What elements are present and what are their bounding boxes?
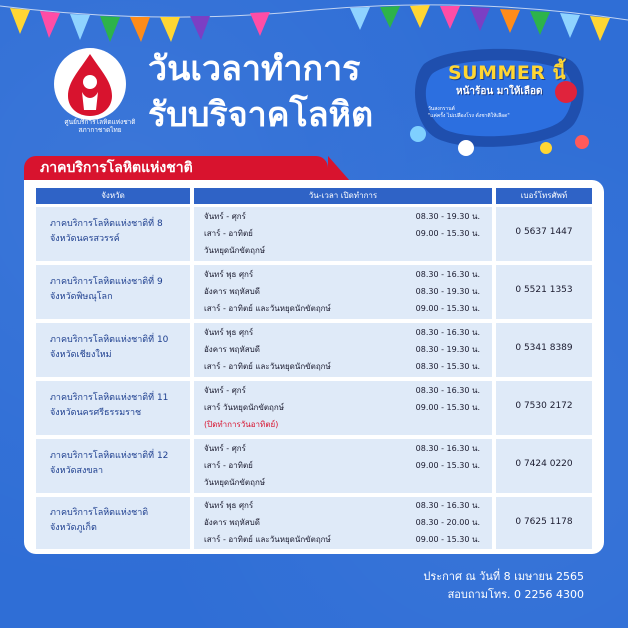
table-header [36,188,592,204]
schedule-day: อังคาร พฤหัสบดี [204,518,260,527]
schedule-time: 08.30 - 16.30 น. [415,328,480,337]
schedule-line [204,326,484,339]
phone-cell [496,439,592,493]
province-name: ภาคบริการโลหิตแห่งชาติที่ 9 [50,277,163,287]
schedule-line [204,302,484,315]
schedule-line [204,360,484,373]
province-cell [36,439,190,493]
phone-cell [496,265,592,319]
schedule-day: วันหยุดนักขัตฤกษ์ [204,478,266,487]
table-row [36,207,592,261]
phone-cell [496,497,592,549]
province-subname: จังหวัดเชียงใหม่ [50,350,112,360]
title-line1: วันเวลาทำการ [148,49,361,89]
province-cell [36,265,190,319]
schedule-day: จันทร์ พุธ ศุกร์ [204,328,254,337]
hours-cell [194,497,492,549]
province-subname: จังหวัดนครสวรรค์ [50,234,120,244]
province-subname: จังหวัดภูเก็ต [50,523,97,533]
schedule-day: อังคาร พฤหัสบดี [204,345,260,354]
hours-cell [194,265,492,319]
province-name: ภาคบริการโลหิตแห่งชาติที่ 11 [50,393,169,403]
schedule-day: เสาร์ - อาทิตย์ และวันหยุดนักขัตฤกษ์ [204,535,331,544]
schedule-day: เสาร์ - อาทิตย์ และวันหยุดนักขัตฤกษ์ [204,304,331,313]
section-title: ภาคบริการโลหิตแห่งชาติ [24,156,328,181]
table-row [36,323,592,377]
schedule-line [204,210,484,223]
hours-cell [194,381,492,435]
schedule-time: 08.30 - 19.30 น. [415,287,480,296]
schedule-time: 09.00 - 15.30 น. [415,229,480,238]
province-name: ภาคบริการโลหิตแห่งชาติ [50,508,149,518]
table-row [36,381,592,435]
schedule-line [204,244,484,257]
col-header-phone: เบอร์โทรศัพท์ [496,188,592,204]
summer-campaign-badge [406,44,592,162]
hours-cell [194,207,492,261]
phone-cell [496,381,592,435]
schedule-day: จันทร์ - ศุกร์ [204,444,246,453]
schedule-day: อังคาร พฤหัสบดี [204,287,260,296]
schedule-time: 08.30 - 16.30 น. [415,501,480,510]
phone-number: 0 7530 2172 [515,401,573,411]
badge-small-line2: "แค่ครั้ง ไม่เปลืองโรง ดั่งชาติให้เลือด" [428,112,510,119]
announce-date: ประกาศ ณ วันที่ 8 เมษายน 2565 [423,570,584,583]
province-cell [36,381,190,435]
schedule-line [204,285,484,298]
schedule-line [204,459,484,472]
schedule-day: จันทร์ - ศุกร์ [204,212,246,221]
schedule-line [204,516,484,529]
footer [423,568,584,604]
schedule-day: เสาร์ - อาทิตย์ [204,229,253,238]
phone-cell [496,323,592,377]
schedule-day: จันทร์ - ศุกร์ [204,386,246,395]
badge-small-text [428,106,548,119]
schedule-time: 08.30 - 16.30 น. [415,270,480,279]
schedule-time: 08.30 - 19.30 น. [415,345,480,354]
schedule-time: 08.30 - 16.30 น. [415,386,480,395]
province-name: ภาคบริการโลหิตแห่งชาติที่ 12 [50,451,169,461]
org-name-line1: ศูนย์บริการโลหิตแห่งชาติ [64,118,136,126]
schedule-line [204,343,484,356]
schedule-time: 08.30 - 19.30 น. [415,212,480,221]
schedule-line [204,401,484,414]
phone-number: 0 7424 0220 [515,459,573,469]
schedule-note: (ปิดทำการวันอาทิตย์) [204,420,279,429]
page-title [148,46,373,138]
org-name-line2: สภากาชาดไทย [78,126,122,134]
title-line2: รับบริจาคโลหิต [148,95,374,135]
schedule-line [204,227,484,240]
phone-number: 0 5341 8389 [515,343,573,353]
province-name: ภาคบริการโลหิตแห่งชาติที่ 10 [50,335,169,345]
schedule-line [204,268,484,281]
schedule-table [24,180,604,554]
schedule-line [204,476,484,489]
hours-cell [194,323,492,377]
schedule-line [204,442,484,455]
red-cross-blood-logo [48,44,132,128]
province-cell [36,323,190,377]
org-name [52,118,148,134]
table-row [36,439,592,493]
schedule-day: วันหยุดนักขัตฤกษ์ [204,246,266,255]
schedule-line [204,418,484,431]
province-name: ภาคบริการโลหิตแห่งชาติที่ 8 [50,219,163,229]
schedule-day: เสาร์ วันหยุดนักขัตฤกษ์ [204,403,285,412]
schedule-day: เสาร์ - อาทิตย์ และวันหยุดนักขัตฤกษ์ [204,362,331,371]
schedule-time: 09.00 - 15.30 น. [415,461,480,470]
schedule-time: 08.30 - 15.30 น. [415,362,480,371]
col-header-province: จังหวัด [36,188,190,204]
table-row [36,265,592,319]
province-subname: จังหวัดนครศรีธรรมราช [50,408,142,418]
schedule-time: 09.00 - 15.30 น. [415,304,480,313]
table-row [36,497,592,549]
phone-cell [496,207,592,261]
contact-phone: สอบถามโทร. 0 2256 4300 [447,588,584,601]
schedule-time: 09.00 - 15.30 น. [415,535,480,544]
schedule-time: 08.30 - 20.00 น. [415,518,480,527]
col-header-hours: วัน-เวลา เปิดทำการ [194,188,492,204]
province-subname: จังหวัดสงขลา [50,466,104,476]
schedule-day: จันทร์ พุธ ศุกร์ [204,501,254,510]
schedule-day: จันทร์ พุธ ศุกร์ [204,270,254,279]
badge-small-line1: วันสงกรานต์ [428,106,455,112]
phone-number: 0 5637 1447 [515,227,573,237]
schedule-line [204,533,484,546]
schedule-time: 08.30 - 16.30 น. [415,444,480,453]
province-subname: จังหวัดพิษณุโลก [50,292,113,302]
badge-title: SUMMER นี้ [448,62,567,84]
phone-number: 0 5521 1353 [515,285,573,295]
badge-subtitle: หน้าร้อน มาให้เลือด [456,86,543,97]
schedule-day: เสาร์ - อาทิตย์ [204,461,253,470]
schedule-line [204,499,484,512]
schedule-line [204,384,484,397]
schedule-time: 09.00 - 15.30 น. [415,403,480,412]
hours-cell [194,439,492,493]
province-cell [36,497,190,549]
bunting-decoration [0,0,628,48]
province-cell [36,207,190,261]
phone-number: 0 7625 1178 [515,517,573,527]
